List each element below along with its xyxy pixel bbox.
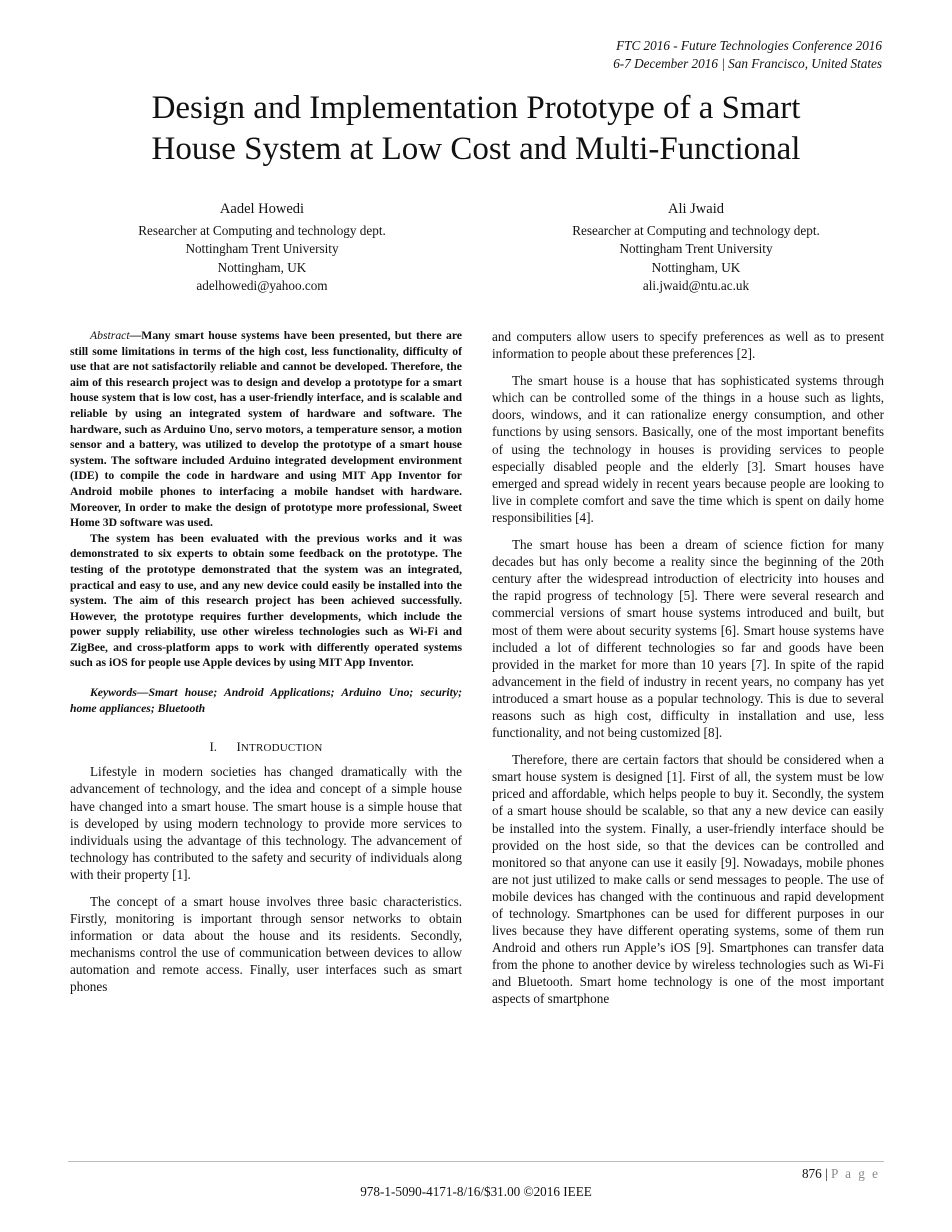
body-paragraph: and computers allow users to specify preferences as well as to present information to people about these preferences [2]. [492,329,884,362]
footer-divider [68,1161,884,1162]
author-email: ali.jwaid@ntu.ac.uk [642,278,750,293]
author-university: Nottingham Trent University [185,241,339,256]
author-dept: Researcher at Computing and technology dept. [138,222,386,238]
author-email: adelhowedi@yahoo.com [196,278,328,293]
author-block-2 [516,200,876,296]
author-block-1 [82,200,442,296]
section-heading [70,738,462,757]
author-name: Ali Jwaid [668,201,724,217]
left-column [70,328,462,1006]
author-location: Nottingham, UK [217,259,307,275]
author-name: Aadel Howedi [219,201,305,217]
footer-copyright: 978-1-5090-4171-8/16/$31.00 ©2016 IEEE [360,1184,592,1199]
body-paragraph: The smart house is a house that has sophisticated systems through which can be controlled some of the things in a house such as lights, doors, windows, and it can rationalize energy consumption, and other functions by using sensors. Basically, one of the most important benefits of using the technology in houses is providing services to people especially disabled people and the elderly [3]. Smart houses have emerged and spread widely in recent years because people are looking to live in complete comfort and save the time which is spent on daily home responsibilities [4]. [492,373,884,525]
page-separator: | [821,1166,831,1181]
body-paragraph: Therefore, there are certain factors that should be considered when a smart house system is designed [1]. First of all, the system must be low priced and affordable, which helps people to buy it. Secondly, the system of a smart house should be scalable, so that any a new device can easily be installed into the system. Finally, a user-friendly interface should be provided on the host side, so that the devices can be controlled and monitored so that anyone can use it easily [9]. Nowadays, mobile phones are not just utilized to make calls or send messages to people. The use of mobile devices has changed with the continuous and rapid development of technology. Smartphones can be used for different purposes in our lives because they have different operating systems, some of them run Android and others run Apple’s iOS [9]. Smartphones can transfer data from the phone to another device by wireless technologies such as Wi-Fi and Bluetooth. Smart home technology is one of the most important aspects of smartphone [492,752,884,1007]
page-number [802,1166,880,1182]
conference-header [613,37,882,73]
abstract-text: —Many smart house systems have been presented, but there are still some limitations in terms of the high cost, less functionality, difficulty of use that are not satisfactorily reliable and cannot be developed. Therefore, the aim of this research project was to design and develop a prototype for a smart house system that is low cost, has a user-friendly interface, and is scalable and reliable by using an integrated system of hardware and software. The hardware, such as Arduino Uno, servo motors, a temperature sensor, a motion sensor and a battery, was utilized to develop the prototype of a smart house system. The software included Arduino integrated development environment (IDE) to compile the code in hardware and using MIT App Inventor for Android mobile phones to interfacing a mobile handset with hardware. Moreover, In order to make the design of prototype more professional, Sweet Home 3D software was used. [70,329,462,530]
author-university: Nottingham Trent University [619,241,773,256]
section-initial: I [236,739,241,755]
title-line-2: House System at Low Cost and Multi-Functional [151,131,801,167]
section-number: I. [209,739,218,755]
keywords: Keywords—Smart house; Android Applications; Arduino Uno; security; home appliances; Bluetooth [70,686,462,715]
right-column [492,328,884,1018]
title-line-1: Design and Implementation Prototype of a Smart [151,90,801,126]
abstract-label: Abstract [90,329,130,342]
conference-name: FTC 2016 - Future Technologies Conference 2016 [616,38,882,53]
body-paragraph: The concept of a smart house involves three basic characteristics. Firstly, monitoring is important through sensor networks to obtain information or data about the house and its residents. Secondly, mechanisms control the use of communication between devices to allow automation and remote access. Finally, user interfaces such as smart phones [70,894,462,995]
abstract-continued: The system has been evaluated with the previous works and it was demonstrated to six experts to obtain some feedback on the prototype. The testing of the prototype demonstrated that the system was an integrated, practical and easy to use, and any new device could easily be installed into the system. The aim of this research project has been achieved successfully. However, the prototype requires further developments, which include the power supply reliability, use other wireless technologies such as Wi-Fi and ZigBee, and cross-platform apps to work with differently operated systems such as iOS for people use Apple devices by using MIT App Inventor. [70,531,462,670]
body-paragraph: The smart house has been a dream of science fiction for many decades but has only become a reality since the beginning of the 20th century after the widespread introduction of electricity into houses and the rapid progress of technology [5]. There were several research and commercial versions of smart house systems introduced and built, but most of them were about security systems [6]. Smart house systems have included a lot of different technologies so far and goods have been provided in the market for more than 10 years [7]. In spite of the rapid advancement in the field of industry in recent years, no company has yet introduced a smart house as a popular technology. This is due to several reasons such as high cost, difficulty in installation and use, less functionality, and not being customized [8]. [492,537,884,741]
paper-title [60,88,892,170]
conference-date-location: 6-7 December 2016 | San Francisco, United States [613,56,882,71]
page-number-value: 876 [801,1166,822,1181]
body-paragraph: Lifestyle in modern societies has changed dramatically with the advancement of technology, and the idea and concept of a simple house have changed into a smart house. The smart house is a simple house that is developed by using modern technology to provide more services to individuals using the advantage of this technology. The advancement of technology has contributed to the safety and security of individuals along with their property [1]. [70,764,462,882]
page-word: P a g e [830,1166,880,1181]
author-dept: Researcher at Computing and technology dept. [572,222,820,238]
author-location: Nottingham, UK [651,259,741,275]
section-title-rest: NTRODUCTION [240,742,323,755]
abstract [70,328,462,531]
